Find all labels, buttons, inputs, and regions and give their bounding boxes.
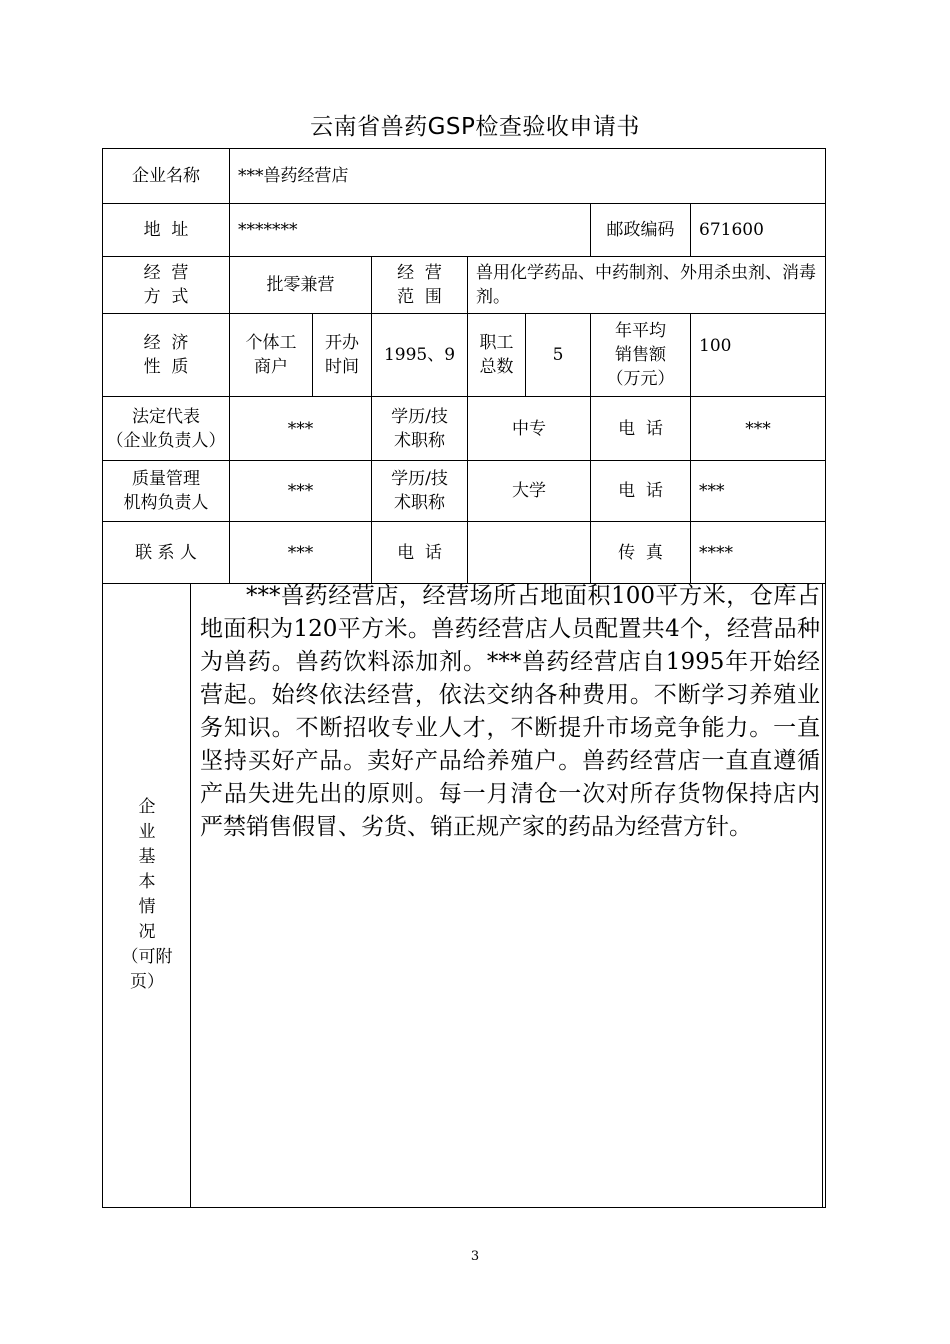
legal-rep-education-label: 学历/技 术职称 [391, 406, 448, 451]
document-title: 云南省兽药GSP检查验收申请书 [310, 114, 640, 140]
quality-manager-education-label: 学历/技 术职称 [391, 469, 448, 513]
address-label: 地 址 [143, 220, 189, 240]
business-scope-value: 兽用化学药品、中药制剂、外用杀虫剂、消毒剂。 [476, 263, 816, 307]
address-value: ******* [238, 220, 298, 240]
legal-rep-education-value: 中专 [512, 418, 546, 439]
quality-manager-phone-label: 电 话 [618, 481, 663, 501]
table-rule [822, 583, 823, 1208]
staff-count-label: 职工 总数 [479, 333, 514, 377]
basic-info-label: 企 业 基 本 情 况 （可附 页） [121, 797, 173, 992]
economic-nature-label: 经 济 性 质 [143, 333, 189, 377]
legal-representative-label: 法定代表 （企业负责人） [106, 406, 226, 451]
postcode-value: 671600 [699, 220, 764, 240]
basic-info-text: ***兽药经营店，经营场所占地面积100平方米，仓库占地面积为120平方米。兽药经营店人员配置共4个，经营品种为兽药。兽药饮料添加剂。***兽药经营店自1995年开始经营起。始终依法经营，依法交纳各种费用。不断学习养殖业务知识。不断招收专业人才，不断提升市场竞争能力。一直坚持买好产品。卖好产品给养殖户。兽药经营店一直直遵循产品失进先出的原则。每一月清仓一次对所存货物保持店内严禁销售假冒、劣货、销正规产家的药品为经营方针。 [200, 583, 820, 840]
quality-manager-phone-value: *** [699, 481, 725, 501]
company-name-value: ***兽药经营店 [238, 166, 349, 186]
fax-value: **** [699, 542, 733, 563]
annual-sales-value: 100 [699, 336, 732, 356]
contact-person-label: 联 系 人 [135, 542, 197, 563]
start-time-value: 1995、9 [383, 345, 456, 365]
quality-manager-education-value: 大学 [512, 481, 546, 501]
business-mode-value: 批零兼营 [266, 275, 335, 295]
table-rule [102, 1207, 826, 1208]
business-scope-label: 经 营 范 围 [397, 263, 442, 307]
business-mode-label: 经 营 方 式 [143, 263, 189, 307]
page-number: 3 [470, 1249, 480, 1264]
legal-rep-phone-value: *** [745, 418, 771, 439]
table-rule [825, 148, 826, 1208]
contact-phone-value [468, 522, 590, 583]
legal-representative-value: *** [287, 418, 314, 439]
fax-label: 传 真 [618, 542, 663, 563]
economic-nature-value: 个体工 商户 [245, 333, 297, 377]
staff-count-value: 5 [552, 345, 564, 365]
postcode-label: 邮政编码 [606, 220, 675, 240]
annual-sales-label: 年平均 销售额 （万元） [606, 321, 675, 389]
quality-manager-value: *** [287, 481, 314, 501]
start-time-label: 开办 时间 [325, 333, 359, 377]
quality-manager-label: 质量管理 机构负责人 [123, 469, 209, 513]
table-rule [190, 583, 191, 1208]
contact-person-value: *** [287, 542, 314, 563]
company-name-label: 企业名称 [132, 166, 200, 186]
legal-rep-phone-label: 电 话 [618, 418, 663, 439]
contact-phone-label: 电 话 [397, 542, 442, 563]
